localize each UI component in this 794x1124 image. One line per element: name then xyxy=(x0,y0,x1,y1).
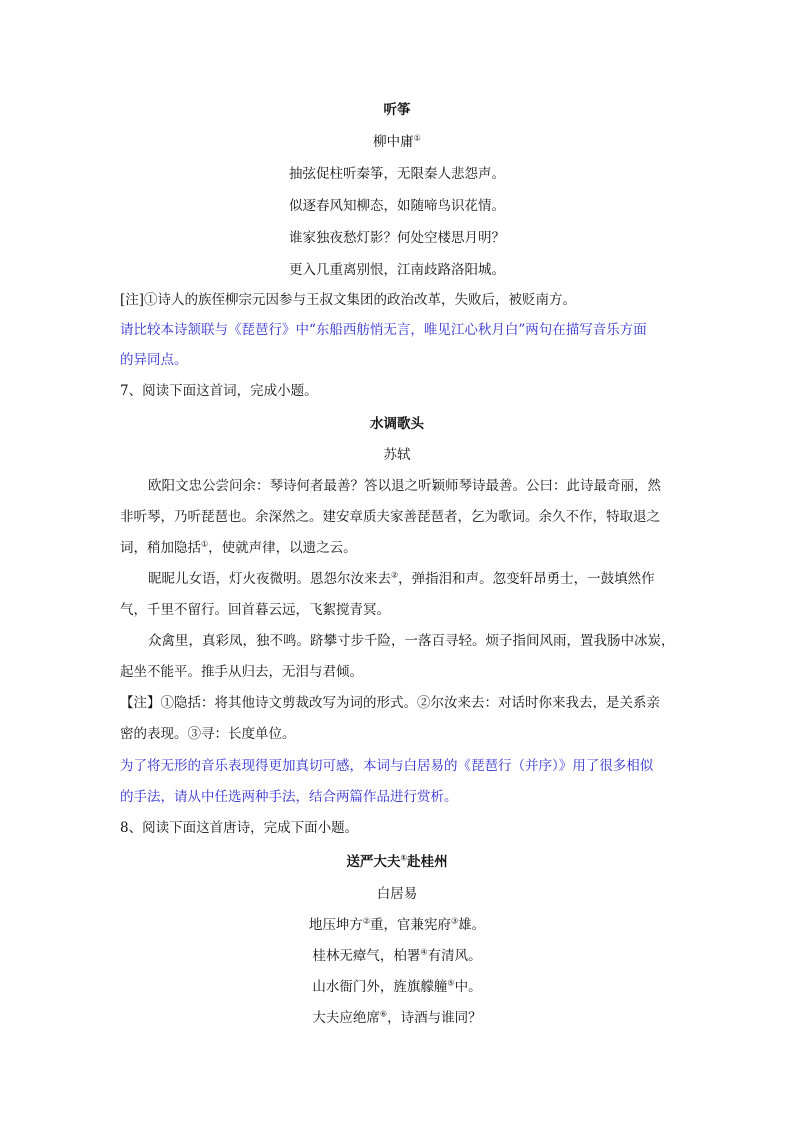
q7-question-line-2: 的手法，请从中任选两种手法，结合两篇作品进行赏析。 xyxy=(120,789,458,805)
q7-stanza1-line-2: 气，千里不留行。回首暮云远，飞絮搅青冥。 xyxy=(120,602,390,618)
q7-stanza1-line-1: 昵昵儿女语，灯火夜微明。恩怨尔汝来去②，弹指泪和声。忽变轩昂勇士，一鼓填然作 xyxy=(148,570,655,587)
poem1-note: [注]①诗人的族侄柳宗元因参与王叔文集团的政治改革，失败后，被贬南方。 xyxy=(120,292,577,308)
q7-note-line-2: 密的表现。③寻：长度单位。 xyxy=(120,726,296,742)
q8-line-2: 桂林无瘴气，柏署④有清风。 xyxy=(312,947,482,964)
q7-preface-line-1: 欧阳文忠公尝问余：琴诗何者最善？答以退之听颖师琴诗最善。公曰：此诗最奇丽，然 xyxy=(148,478,661,494)
q7-question-line-1: 为了将无形的音乐表现得更加真切可感，本词与白居易的《琵琶行（并序）》用了很多相似 xyxy=(120,758,654,774)
q7-heading: 7、阅读下面这首词，完成小题。 xyxy=(120,383,318,399)
q7-preface-line-2: 非听琴，乃听琵琶也。余深然之。建安章质夫家善琵琶者，乞为歌词。余久不作，特取退之 xyxy=(120,509,660,525)
q7-note-line-1: 【注】①隐括：将其他诗文剪裁改写为词的形式。②尔汝来去：对话时你来我去，是关系亲 xyxy=(120,695,660,711)
poem1-title: 听筝 xyxy=(383,102,411,118)
q8-line-1: 地压坤方②重，官兼宪府③雄。 xyxy=(308,916,486,933)
q8-author: 白居易 xyxy=(376,886,418,902)
q7-title: 水调歌头 xyxy=(370,416,424,432)
q7-author: 苏轼 xyxy=(383,447,411,463)
q8-line-4: 大夫应绝席⑥，诗酒与谁同？ xyxy=(312,1009,482,1026)
q8-heading: 8、阅读下面这首唐诗，完成下面小题。 xyxy=(120,820,359,836)
poem1-author: 柳中庸① xyxy=(373,133,421,150)
q8-line-3: 山水衙门外，旌旗艨艟⑤中。 xyxy=(312,978,482,995)
poem1-line-1: 抽弦促柱听秦筝，无限秦人悲怨声。 xyxy=(289,166,505,182)
q8-title: 送严大夫①赴桂州 xyxy=(346,853,448,870)
poem1-line-2: 似逐春风知柳态，如随啼鸟识花情。 xyxy=(289,198,505,214)
q7-preface-line-3: 词，稍加隐括①，使就声律，以遗之云。 xyxy=(120,539,357,556)
q7-stanza2-line-2: 起坐不能平。推手从归去，无泪与君倾。 xyxy=(120,664,363,680)
poem1-line-4: 更入几重离别恨，江南歧路洛阳城。 xyxy=(289,262,505,278)
poem1-question-line-1: 请比较本诗颔联与《琵琶行》中“东船西舫悄无言，唯见江心秋月白”两句在描写音乐方面 xyxy=(120,322,647,338)
poem1-line-3: 谁家独夜愁灯影？何处空楼思月明？ xyxy=(289,230,505,246)
q7-stanza2-line-1: 众禽里，真彩凤，独不鸣。跻攀寸步千险，一落百寻轻。烦子指间风雨，置我肠中冰炭， xyxy=(148,633,675,649)
poem1-question-line-2: 的异同点。 xyxy=(120,352,188,368)
